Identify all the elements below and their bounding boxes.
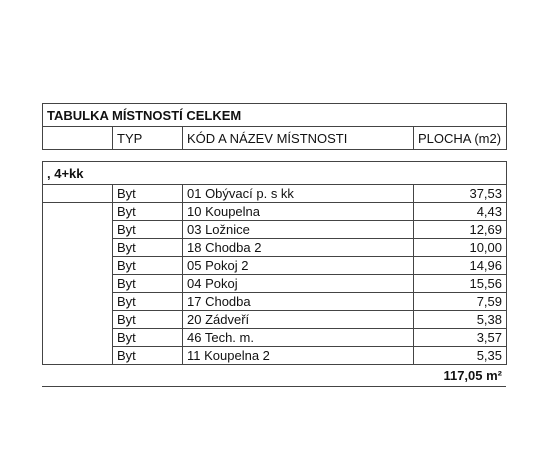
row-blank-cell [43, 311, 113, 329]
row-name: 01 Obývací p. s kk [183, 185, 414, 203]
row-type: Byt [113, 221, 183, 239]
row-name: 46 Tech. m. [183, 329, 414, 347]
row-name: 10 Koupelna [183, 203, 414, 221]
row-area: 3,57 [414, 329, 507, 347]
room-schedule [42, 103, 506, 387]
room-rows [43, 185, 507, 365]
row-name: 18 Chodba 2 [183, 239, 414, 257]
header-table [42, 103, 507, 150]
row-type: Byt [113, 329, 183, 347]
row-blank-cell [43, 203, 113, 221]
row-area: 5,35 [414, 347, 507, 365]
table-row [43, 203, 507, 221]
row-area: 37,53 [414, 185, 507, 203]
table-row [43, 293, 507, 311]
title-row [43, 104, 507, 127]
row-blank-cell [43, 257, 113, 275]
row-type: Byt [113, 293, 183, 311]
table-row [43, 311, 507, 329]
row-type: Byt [113, 347, 183, 365]
header-row [43, 127, 507, 150]
row-blank-cell [43, 329, 113, 347]
row-area: 5,38 [414, 311, 507, 329]
row-type: Byt [113, 257, 183, 275]
row-area: 15,56 [414, 275, 507, 293]
header-area: PLOCHA (m2) [414, 127, 507, 150]
row-type: Byt [113, 185, 183, 203]
table-row [43, 329, 507, 347]
table-row [43, 257, 507, 275]
header-name: KÓD A NÁZEV MÍSTNOSTI [183, 127, 414, 150]
row-blank-cell [43, 239, 113, 257]
row-type: Byt [113, 275, 183, 293]
header-type: TYP [113, 127, 183, 150]
group-table [42, 161, 507, 365]
row-name: 20 Zádveří [183, 311, 414, 329]
table-title: TABULKA MÍSTNOSTÍ CELKEM [43, 104, 507, 127]
group-total: 117,05 m² [42, 365, 506, 387]
row-blank-cell [43, 221, 113, 239]
header-blank [43, 127, 113, 150]
row-blank-cell [43, 185, 113, 203]
table-row [43, 221, 507, 239]
row-type: Byt [113, 239, 183, 257]
row-type: Byt [113, 311, 183, 329]
row-blank-cell [43, 275, 113, 293]
spacer [42, 150, 506, 161]
row-area: 10,00 [414, 239, 507, 257]
row-blank-cell [43, 293, 113, 311]
group-label: , 4+kk [43, 162, 507, 185]
table-row [43, 185, 507, 203]
row-type: Byt [113, 203, 183, 221]
row-name: 03 Ložnice [183, 221, 414, 239]
row-area: 14,96 [414, 257, 507, 275]
group-header-row [43, 162, 507, 185]
row-name: 05 Pokoj 2 [183, 257, 414, 275]
row-name: 17 Chodba [183, 293, 414, 311]
row-name: 11 Koupelna 2 [183, 347, 414, 365]
row-blank-cell [43, 347, 113, 365]
row-area: 7,59 [414, 293, 507, 311]
table-row [43, 347, 507, 365]
row-name: 04 Pokoj [183, 275, 414, 293]
table-row [43, 275, 507, 293]
row-area: 12,69 [414, 221, 507, 239]
row-area: 4,43 [414, 203, 507, 221]
table-row [43, 239, 507, 257]
